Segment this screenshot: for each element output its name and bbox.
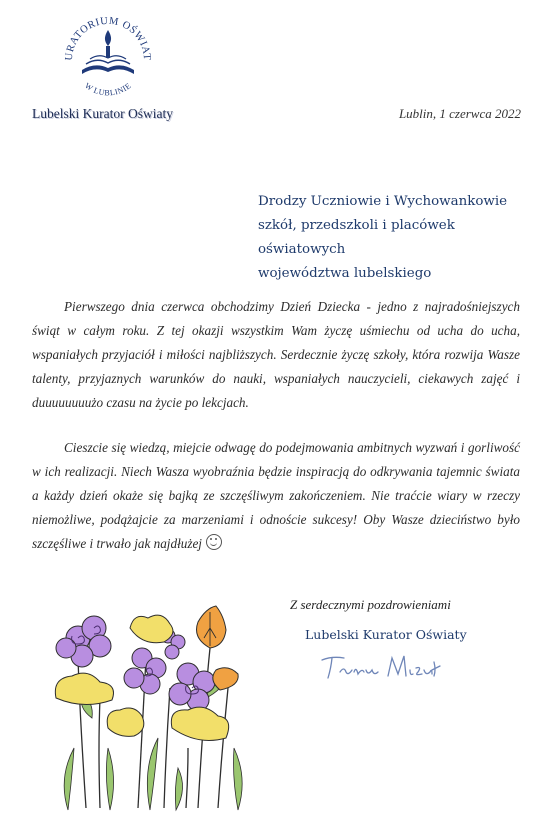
addressee-line-3: województwa lubelskiego <box>258 266 432 281</box>
letter-date: Lublin, 1 czerwca 2022 <box>398 106 521 121</box>
body-paragraph-2 <box>32 436 520 556</box>
issuer-name: Lubelski Kurator Oświaty <box>32 106 173 121</box>
svg-text:W LUBLINIE <box>83 81 133 97</box>
body-paragraph-1: Pierwszego dnia czerwca obchodzimy Dzień Dziecka - jedno z najradośniejszych świąt w całym roku. Z tej okazji wszystkim Wam życzę uśmiechu od ucha do ucha, wspaniałych przyjaciół i miłości najbliższych. Serdecznie życzę szkoły, która rozwija Wasze talenty, przyjaznych warunków do nauki, wspaniałych nauczycieli, ciekawych zajęć i duuuuuuuużo czasu na życie po lekcjach. <box>32 299 520 410</box>
svg-text:KURATORIUM OŚWIATY <box>58 8 152 61</box>
addressee-line-2: szkół, przedszkoli i placówek oświatowych <box>258 218 455 257</box>
flowers-illustration <box>38 598 253 818</box>
logo-text-bottom: W LUBLINIE <box>83 80 133 98</box>
addressee-block <box>258 190 528 286</box>
kuratorium-logo <box>58 8 158 108</box>
body-paragraph-2-text: Cieszcie się wiedzą, miejcie odwagę do podejmowania ambitnych wyzwań i gorliwość w ich realizacji. Niech Wasza wyobraźnia będzie inspiracją do odkrywania tajemnic świata a każdy dzień okaże się bajką ze szczęśliwym zakończeniem. Nie traćcie wiary w rzeczy niemożliwe, podążajcie za marzeniami i odnoście sukcesy! Oby Wasze dzieciństwo było szczęśliwe i trwało jak najdłużej <box>32 440 520 551</box>
logo-text-top: URATORIUM OŚWIAT <box>63 15 153 61</box>
closing-greeting: Z serdecznymi pozdrowieniami <box>290 597 451 612</box>
smiley-face-icon <box>206 534 222 550</box>
signatory-title: Lubelski Kurator Oświaty <box>305 627 467 642</box>
handwritten-signature <box>318 648 443 686</box>
addressee-line-1: Drodzy Uczniowie i Wychowankowie <box>258 194 508 209</box>
